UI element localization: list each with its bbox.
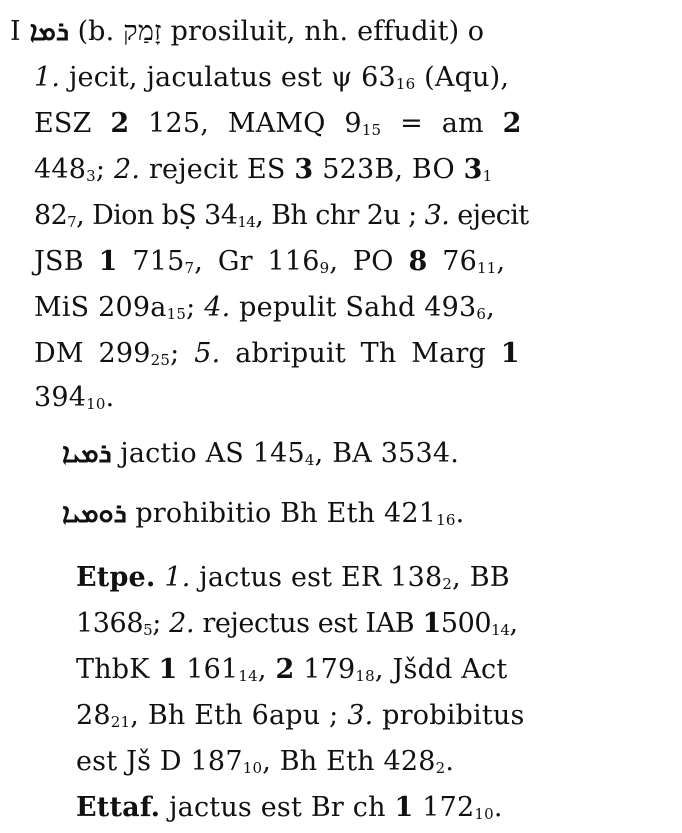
sense-text: abripuit Th Marg: [235, 338, 486, 369]
etpe-line-1: [76, 560, 510, 596]
etpe-line-4: [76, 698, 525, 734]
ref-text: , PO: [329, 246, 394, 277]
etymology-rest: prosiluit, nh. effudit) o: [170, 16, 485, 47]
sense-text: jactus est Br ch: [169, 792, 386, 823]
subscript: 7: [184, 259, 195, 277]
ref-text: ,: [496, 246, 506, 277]
ref-text: , Gr 116: [194, 246, 320, 277]
ref-text: 125,: [148, 108, 210, 139]
ref-text: , Bh chr 2u ;: [255, 200, 417, 231]
ref-text: ,: [486, 292, 495, 323]
sense-number: 1.: [164, 562, 191, 593]
subscript: 18: [355, 667, 375, 685]
ref-text: ESZ: [34, 108, 92, 139]
ref-text: .: [455, 498, 465, 529]
ref-text: 76: [442, 246, 477, 277]
sense-text: rejectus est IAB: [202, 608, 415, 639]
sense-text: pepulit Sahd 493: [239, 292, 477, 323]
etpe-line-5: [76, 744, 454, 780]
ref-text: .: [105, 382, 115, 413]
subscript: 25: [150, 351, 171, 369]
sense-number: 1.: [34, 62, 61, 93]
volume-number: 1: [98, 246, 118, 277]
ref-text: , Bh Eth 428: [262, 746, 436, 777]
subscript: 2: [442, 575, 453, 593]
ref-text: ThbK: [76, 654, 150, 685]
stem-label: Etpe.: [76, 562, 156, 593]
subscript: 16: [395, 75, 416, 93]
etpe-line-2: [76, 606, 518, 642]
sense-number: 2.: [113, 154, 141, 185]
ref-text: .: [445, 746, 455, 777]
sense-text: jecit, jaculatus est ψ 63: [68, 62, 396, 93]
derivative-jactio: [62, 436, 459, 472]
ref-text: 523B, BO: [322, 154, 455, 185]
etpe-line-3: [76, 652, 507, 688]
ref-text: 28: [76, 700, 111, 731]
sense-text: (Aqu),: [424, 62, 510, 93]
ref-text: MiS 209a: [34, 292, 167, 323]
subscript: 10: [474, 805, 494, 823]
subscript: 5: [143, 621, 153, 639]
subscript: 16: [436, 511, 456, 529]
ref-text: , BA 3534.: [314, 438, 460, 469]
ref-text: est Jš D 187: [76, 746, 243, 777]
ettaf-line: [76, 790, 503, 826]
syriac-derivative: ܪܡܝܐ: [62, 438, 112, 469]
pe-line-7: [34, 290, 495, 326]
subscript: 3: [86, 167, 96, 185]
etymology-open: (b.: [77, 16, 115, 47]
volume-number: 1: [422, 608, 441, 639]
ref-text: 1368: [76, 608, 144, 639]
sense-text: rejecit ES: [148, 154, 286, 185]
subscript: 11: [477, 259, 497, 277]
ref-text: .: [493, 792, 503, 823]
ref-text: ;: [95, 154, 106, 185]
sense-number: 2.: [169, 608, 195, 639]
ref-text: 179: [303, 654, 356, 685]
volume-number: 1: [158, 654, 178, 685]
subscript: 2: [435, 759, 446, 777]
subscript: 21: [110, 713, 131, 731]
pe-line-6: [34, 244, 505, 280]
ref-text: 172: [422, 792, 475, 823]
pe-line-2: [34, 60, 509, 96]
subscript: 14: [237, 213, 256, 231]
ref-text: 394: [34, 382, 87, 413]
sense-text: jactus est ER 138: [199, 562, 443, 593]
sense-number: 3.: [347, 700, 374, 731]
subscript: 4: [304, 451, 315, 469]
volume-number: 2: [502, 108, 522, 139]
subscript: 7: [67, 213, 77, 231]
syriac-headword: ܪܡܐ: [29, 16, 69, 47]
sense-number: 4.: [204, 292, 231, 323]
subscript: 10: [86, 395, 106, 413]
volume-number: 8: [408, 246, 428, 277]
hebrew-cognate: זָמַק: [123, 16, 162, 47]
pe-line-9: [34, 380, 114, 416]
sense-number: 5.: [194, 338, 221, 369]
pe-line-8: [34, 336, 520, 372]
ref-text: ;: [186, 292, 196, 323]
entry-head-line: [10, 14, 484, 50]
volume-number: 3: [463, 154, 483, 185]
volume-number: 2: [110, 108, 130, 139]
ref-text: 500: [440, 608, 492, 639]
subscript: 6: [476, 305, 487, 323]
ref-text: ,: [509, 608, 518, 639]
sense-text: probibitus: [382, 700, 525, 731]
sense-text: ejecit: [457, 200, 529, 231]
subscript: 15: [361, 121, 382, 139]
pe-line-3: [34, 106, 522, 142]
ref-text: 9: [344, 108, 362, 139]
ref-text: DM 299: [34, 338, 151, 369]
ref-text: , BB: [452, 562, 510, 593]
homonym-number: I: [10, 16, 21, 47]
ref-text: ;: [170, 338, 180, 369]
ref-text: 161: [186, 654, 239, 685]
sense-text: prohibitio Bh Eth 421: [135, 498, 437, 529]
sense-number: 3.: [424, 200, 450, 231]
ref-text: 715: [132, 246, 185, 277]
ref-text: ,: [257, 654, 267, 685]
subscript: 15: [166, 305, 187, 323]
derivative-prohibitio: [62, 496, 464, 532]
pe-line-5: [34, 198, 529, 234]
syriac-derivative: ܪܘܡܝܐ: [62, 498, 127, 529]
subscript: 14: [491, 621, 510, 639]
volume-number: 3: [294, 154, 314, 185]
volume-number: 1: [500, 338, 520, 369]
ref-text: 448: [34, 154, 87, 185]
subscript: 9: [319, 259, 330, 277]
ref-text: JSB: [34, 246, 84, 277]
volume-number: 2: [275, 654, 295, 685]
stem-label: Ettaf.: [76, 792, 161, 823]
ref-text: MAMQ: [227, 108, 326, 139]
ref-text: , Jšdd Act: [374, 654, 508, 685]
sense-text: jactio AS 145: [120, 438, 305, 469]
ref-text: ;: [152, 608, 161, 639]
ref-text: = am: [400, 108, 484, 139]
ref-text: , Bh Eth 6apu ;: [130, 700, 339, 731]
ref-text: 82: [34, 200, 68, 231]
ref-text: , Dion bṢ 34: [76, 200, 238, 231]
subscript: 10: [242, 759, 263, 777]
pe-line-4: [34, 152, 492, 188]
subscript: 14: [238, 667, 258, 685]
subscript: 1: [482, 167, 493, 185]
volume-number: 1: [394, 792, 414, 823]
